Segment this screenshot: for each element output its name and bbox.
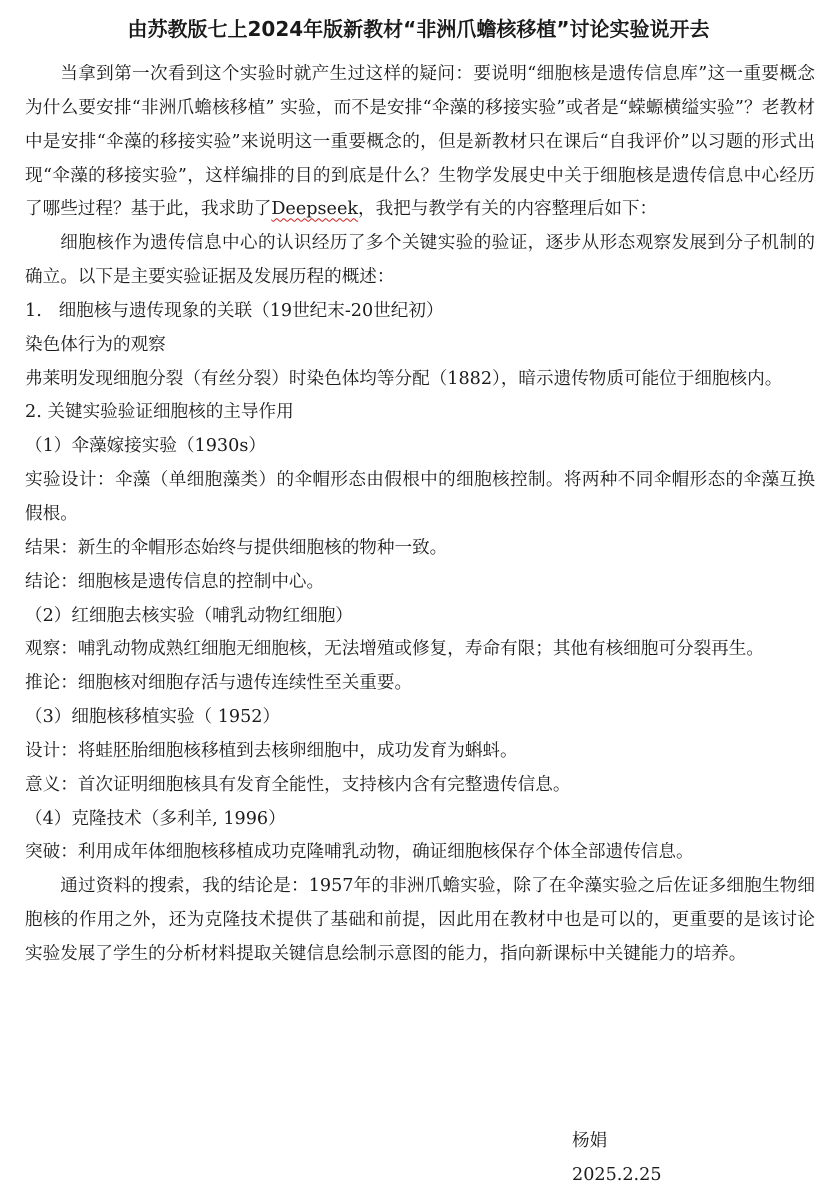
document-body	[25, 58, 815, 972]
overview-paragraph: 细胞核作为遗传信息中心的认识经历了多个关键实验的验证，逐步从形态观察发展到分子机制的确立。以下是主要实验证据及发展历程的概述：	[25, 233, 815, 288]
exp3-significance: 意义：首次证明细胞核具有发育全能性，支持核内含有完整遗传信息。	[25, 774, 571, 795]
document-title: 由苏教版七上2024年版新教材“非洲爪蟾核移植”讨论实验说开去	[127, 17, 710, 41]
signature-block	[572, 1125, 662, 1193]
exp2-observation: 观察：哺乳动物成熟红细胞无细胞核，无法增殖或修复，寿命有限；其他有核细胞可分裂再生。	[25, 639, 764, 660]
exp3-title: （3）细胞核移植实验（ 1952）	[25, 707, 281, 728]
exp4-title: （4）克隆技术（多利羊, 1996）	[25, 808, 286, 829]
exp3-design: 设计：将蛙胚胎细胞核移植到去核卵细胞中，成功发育为蝌蚪。	[25, 740, 518, 761]
intro-paragraph	[25, 58, 815, 227]
signature-date: 2025.2.25	[572, 1164, 662, 1185]
conclusion-paragraph: 通过资料的搜索，我的结论是：1957年的非洲爪蟾实验，除了在伞藻实验之后佐证多细胞生物细胞核的作用之外，还为克隆技术提供了基础和前提，因此用在教材中也是可以的，更重要的是该讨论实验发展了学生的分析材料提取关键信息绘制示意图的能力，指向新课标中关键能力的培养。	[25, 876, 815, 964]
exp1-conclusion: 结论：细胞核是遗传信息的控制中心。	[25, 571, 325, 592]
intro-text-after: ，我把与教学有关的内容整理后如下：	[358, 199, 658, 220]
section1-subheading: 染色体行为的观察	[25, 334, 166, 355]
exp2-title: （2）红细胞去核实验（哺乳动物红细胞）	[25, 605, 353, 626]
exp1-design: 实验设计：伞藻（单细胞藻类）的伞帽形态由假根中的细胞核控制。将两种不同伞帽形态的伞藻互换假根。	[25, 470, 815, 524]
section1-heading: 1. 细胞核与遗传现象的关联（19世纪末-20世纪初）	[25, 300, 444, 321]
exp2-inference: 推论：细胞核对细胞存活与遗传连续性至关重要。	[25, 673, 413, 694]
exp4-breakthrough: 突破：利用成年体细胞核移植成功克隆哺乳动物，确证细胞核保存个体全部遗传信息。	[25, 842, 694, 863]
intro-text-before: 当拿到第一次看到这个实验时就产生过这样的疑问：要说明“细胞核是遗传信息库”这一重要概念为什么要安排“非洲爪蟾核移植” 实验，而不是安排“伞藻的移接实验”或者是“蝾螈横缢实验”？老教材中是安排“伞藻的移接实验”来说明这一重要概念的，但是新教材只在课后“自我评价”以习题的形式出现“伞藻的移接实验”，这样编排的目的到底是什么？生物学发展史中关于细胞核是遗传信息中心经历了哪些过程？基于此，我求助了	[25, 64, 815, 220]
exp1-result: 结果：新生的伞帽形态始终与提供细胞核的物种一致。	[25, 537, 448, 558]
section1-text: 弗莱明发现细胞分裂（有丝分裂）时染色体均等分配（1882），暗示遗传物质可能位于细胞核内。	[25, 368, 783, 389]
section2-heading: 2. 关键实验验证细胞核的主导作用	[25, 402, 294, 423]
author-name: 杨娟	[572, 1131, 608, 1151]
spellcheck-word-deepseek: Deepseek	[271, 199, 359, 220]
exp1-title: （1）伞藻嫁接实验（1930s）	[25, 436, 266, 457]
